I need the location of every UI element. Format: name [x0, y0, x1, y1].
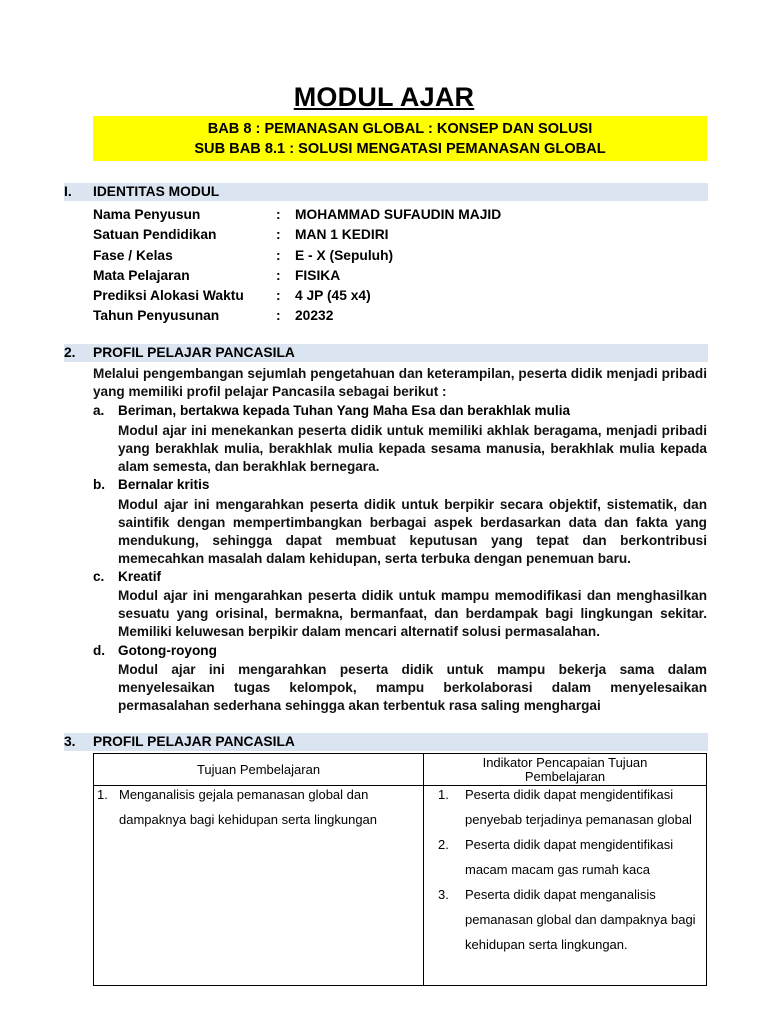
indikator-list	[438, 782, 704, 957]
identity-value: MAN 1 KEDIRI	[295, 227, 389, 243]
list-number: 2.	[438, 837, 449, 852]
item-marker: d.	[93, 643, 106, 658]
list-text-line: Peserta didik dapat mengidentifikasi	[465, 837, 674, 852]
header-text: Tujuan Pembelajaran	[196, 761, 321, 777]
profil-item-c-desc: Modul ajar ini mengarahkan peserta didik untuk mampu memodifikasi dan menghasilkan sesuatu yang orisinal, bermakna, bermanfaat, dan berdampak bagi lingkungan sekitar. Memiliki keluwesan berpikir dalam mencari alternatif solusi permasalahan.	[118, 588, 707, 639]
header-text-line2: Pembelajaran	[524, 768, 606, 784]
item-title: Beriman, bertakwa kepada Tuhan Yang Maha Esa dan berakhlak mulia	[118, 403, 571, 418]
identity-sep: :	[276, 288, 281, 304]
section-number: 2.	[64, 345, 76, 360]
list-number: 1.	[97, 787, 108, 802]
list-item	[438, 832, 704, 882]
list-item	[438, 882, 704, 957]
identity-sep: :	[276, 247, 281, 263]
section-number: 3.	[64, 734, 76, 749]
identity-key: Satuan Pendidikan	[93, 227, 217, 243]
profil-item-a-desc: Modul ajar ini menekankan peserta didik untuk memiliki akhlak beragama, menjadi pribadi yang berakhlak mulia, berakhlak mulia kepada sesama manusia, berakhlak mulia kepada alam semesta, dan berakhlak bernegara.	[118, 423, 707, 474]
identity-sep: :	[276, 267, 281, 283]
list-text-line: macam macam gas rumah kaca	[465, 862, 650, 877]
section-label: PROFIL PELAJAR PANCASILA	[93, 734, 295, 749]
section-number: I.	[64, 184, 72, 199]
list-text-line: penyebab terjadinya pemanasan global	[465, 812, 692, 827]
identity-sep: :	[276, 227, 281, 243]
item-marker: c.	[93, 569, 105, 584]
profil-item-b-desc: Modul ajar ini mengarahkan peserta didik untuk berpikir secara objektif, sistematik, dan saintifik dengan mempertimbangkan berbagai aspek berdasarkan data dan fakta yang mendukung, sehingga dapat membuat keputusan yang tepat dan berkontribusi memecahkan masalah dalam kehidupan, serta terbuka dengan penemuan baru.	[118, 497, 707, 566]
table-header-tujuan	[94, 754, 423, 785]
page-title: MODUL AJAR	[293, 82, 475, 112]
list-item	[438, 782, 704, 832]
profil-item-d-desc: Modul ajar ini mengarahkan peserta didik untuk mampu bekerja sama dalam menyelesaikan tugas kelompok, mampu berkolaborasi dalam menyelesaikan permasalahan sederhana sehingga akan terbentuk rasa saling menghargai	[118, 662, 707, 713]
identity-key: Fase / Kelas	[93, 247, 173, 263]
table-header-indikator	[424, 754, 706, 785]
tujuan-list	[97, 782, 419, 832]
list-text-line: Peserta didik dapat menganalisis	[465, 887, 656, 902]
item-marker: a.	[93, 403, 105, 418]
section-header-identitas	[64, 183, 708, 201]
item-title: Kreatif	[118, 569, 162, 584]
chapter-banner	[93, 116, 707, 161]
item-marker: b.	[93, 477, 106, 492]
identity-key: Nama Penyusun	[93, 207, 201, 222]
section-header-tujuan	[64, 733, 708, 751]
identity-value: 4 JP (45 x4)	[295, 288, 371, 304]
item-title: Bernalar kritis	[118, 477, 210, 492]
identity-value: 20232	[295, 308, 334, 324]
identity-value: E - X (Sepuluh)	[295, 247, 394, 263]
identity-sep: :	[276, 207, 281, 222]
list-text-line: kehidupan serta lingkungan.	[465, 937, 628, 952]
objectives-table	[93, 753, 707, 986]
section-header-profil	[64, 344, 708, 362]
table-column-divider	[423, 754, 424, 985]
identity-key: Prediksi Alokasi Waktu	[93, 288, 244, 304]
list-text-line: dampaknya bagi kehidupan serta lingkungan	[119, 812, 378, 827]
identity-key: Tahun Penyusunan	[93, 308, 220, 324]
profil-intro: Melalui pengembangan sejumlah pengetahuan dan keterampilan, peserta didik menjadi pribadi yang memiliki profil pelajar Pancasila sebagai berikut :	[93, 366, 707, 399]
list-item	[97, 782, 419, 832]
list-text-line: Peserta didik dapat mengidentifikasi	[465, 787, 674, 802]
identity-value: FISIKA	[295, 267, 341, 283]
list-number: 1.	[438, 787, 449, 802]
section-label: PROFIL PELAJAR PANCASILA	[93, 345, 295, 360]
list-text-line: pemanasan global dan dampaknya bagi	[465, 912, 696, 927]
section-label: IDENTITAS MODUL	[93, 184, 220, 199]
item-title: Gotong-royong	[118, 643, 217, 658]
identity-key: Mata Pelajaran	[93, 267, 190, 283]
banner-line-subchapter: SUB BAB 8.1 : SOLUSI MENGATASI PEMANASAN GLOBAL	[194, 141, 606, 157]
identity-value: MOHAMMAD SUFAUDIN MAJID	[295, 207, 502, 222]
header-text-line1: Indikator Pencapaian Tujuan	[482, 754, 648, 770]
identity-sep: :	[276, 308, 281, 324]
banner-line-chapter: BAB 8 : PEMANASAN GLOBAL : KONSEP DAN SOLUSI	[207, 121, 593, 137]
list-text-line: Menganalisis gejala pemanasan global dan	[119, 787, 369, 802]
list-number: 3.	[438, 887, 449, 902]
